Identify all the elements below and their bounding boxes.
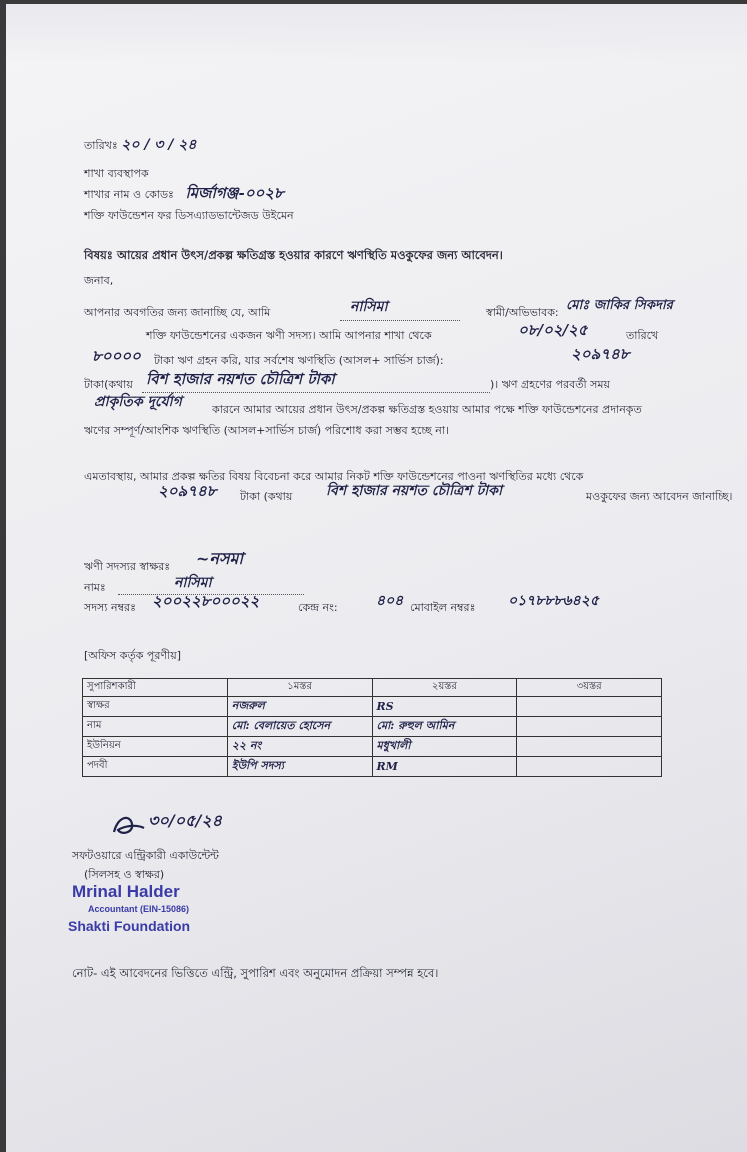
- center-label: কেন্দ্র নং:: [298, 601, 338, 614]
- p1-after-words: )। ঋণ গ্রহণের পরবর্তী সময়: [490, 378, 610, 391]
- words-dotted-line: [142, 392, 490, 393]
- p1-loan-text: টাকা ঋণ গ্রহন করি, যার সর্বশেষ ঋণস্থিতি (আসল+ সার্ভিস চার্জ):: [154, 354, 444, 367]
- accountant-sign-date: ৩০/০৫/২৪: [148, 811, 223, 830]
- waive-words-handwritten: বিশ হাজার নয়শত চৌত্রিশ টাকা: [326, 483, 503, 499]
- cell-name: মো: বেলায়েত হোসেন: [227, 717, 372, 737]
- p1-date-suffix: তারিখে: [626, 329, 659, 342]
- loan-amount-handwritten: ৮০০০০: [92, 347, 141, 365]
- mobile-value: ০১৭৮৮৮৬৪২৫: [508, 593, 599, 609]
- table-header: ১মস্তর: [227, 679, 372, 697]
- p2-waiver-end: মওকুফের জন্য আবেদন জানাচ্ছি।: [586, 490, 733, 503]
- row-label: ইউনিয়ন: [83, 737, 228, 757]
- balance-words-handwritten: বিশ হাজার নয়শত চৌত্রিশ টাকা: [146, 370, 335, 388]
- stamp-org: Shakti Foundation: [68, 918, 191, 934]
- cell-empty: [517, 757, 662, 777]
- loan-date-handwritten: ০৮/০২/২৫: [518, 321, 588, 339]
- branch-value: মির্জাগঞ্জ-০০২৮: [185, 184, 284, 202]
- table-header: ৩য়স্তর: [517, 679, 662, 697]
- table-header-row: [83, 679, 662, 697]
- subject-line: বিষয়ঃ আয়ের প্রধান উৎস/প্রকল্প ক্ষতিগ্রস্ত হওয়ার কারণে ঋণস্থিতি মওকুফের জন্য আবেদন।: [84, 248, 503, 262]
- table-row: [83, 717, 662, 737]
- table-row: [83, 697, 662, 717]
- guardian-handwritten: মোঃ জাকির সিকদার: [566, 298, 673, 313]
- seal-line: (সিলসহ ও স্বাক্ষর): [84, 868, 165, 881]
- p1-reason-text: কারনে আমার আয়ের প্রধান উৎস/প্রকল্প ক্ষতিগ্রস্ত হওয়ায় আমার পক্ষে শক্তি ফাউন্ডেশনের প্রদানকৃত ঋণের সম্পূর্ণ/আংশিক ঋণস্থিতি (আসল+সার্ভিস চার্জ) পরিশোধ করা সম্ভব হচ্ছে না।: [84, 403, 642, 437]
- manager-line: শাখা ব্যবস্থাপক: [84, 167, 149, 180]
- member-no-label: সদস্য নম্বরঃ: [84, 601, 136, 614]
- date-value: ২০ / ৩ / ২৪: [121, 137, 197, 153]
- table-row: [83, 737, 662, 757]
- stamp-name: Mrinal Halder: [72, 882, 180, 901]
- branch-line: [84, 186, 284, 202]
- cell-empty: [517, 697, 662, 717]
- cell-empty: [517, 737, 662, 757]
- member-name-label: নামঃ: [84, 581, 106, 594]
- name-dotted-line: [340, 320, 460, 321]
- p2-words-label: টাকা (কথায়: [240, 490, 293, 503]
- salutation: জনাব,: [84, 274, 114, 287]
- p1-member-text: শক্তি ফাউন্ডেশনের একজন ঋণী সদস্য। আমি আপনার শাখা থেকে: [146, 329, 432, 342]
- member-signature: ~নসমা: [196, 549, 244, 568]
- mobile-label: মোবাইল নম্বরঃ: [410, 601, 476, 614]
- date-label: তারিখঃ: [84, 139, 118, 152]
- reason-handwritten: প্রাকৃতিক দূর্যোগ: [94, 394, 182, 410]
- guardian-label: স্বামী/অভিভাবক:: [486, 306, 559, 319]
- accountant-signature-mark: [110, 810, 148, 840]
- table-header: ২য়স্তর: [372, 679, 517, 697]
- branch-label: শাখার নাম ও কোডঃ: [84, 188, 174, 201]
- table-row: [83, 757, 662, 777]
- member-no-value: ২০০২২৮০০০২২: [152, 592, 260, 610]
- recommendation-table: [82, 678, 662, 777]
- footer-note: নোট- এই আবেদনের ভিত্তিতে এন্ট্রি, সুপারিশ এবং অনুমোদন প্রক্রিয়া সম্পন্ন হবে।: [72, 966, 439, 980]
- p1-words-label: টাকা(কথায়: [84, 378, 133, 391]
- office-note: [অফিস কর্তৃক পূরণীয়]: [84, 649, 181, 662]
- member-name-value: নাসিমা: [174, 575, 212, 591]
- member-name-handwritten: নাসিমা: [350, 299, 388, 315]
- stamp-role: Accountant (EIN-15086): [88, 904, 190, 914]
- paper-fold-shadow: [6, 4, 747, 64]
- p1-intro: আপনার অবগতির জন্য জানাচ্ছি যে, আমি: [84, 306, 271, 319]
- cell-empty: [517, 717, 662, 737]
- p2-intro: এমতাবস্থায়, আমার প্রকল্প ক্ষতির বিষয় বিবেচনা করে আমার নিকট শক্তি ফাউন্ডেশনের পাওনা ঋণস্থিতির মধ্যে থেকে: [84, 470, 584, 483]
- cell-signature: RS: [372, 697, 517, 717]
- row-label: নাম: [83, 717, 228, 737]
- cell-union: ২২ নং: [227, 737, 372, 757]
- date-line: [84, 138, 196, 153]
- cell-designation: RM: [372, 757, 517, 777]
- cell-name: মো: রুহুল আমিন: [372, 717, 517, 737]
- table-header: সুপারিশকারী: [83, 679, 228, 697]
- waive-amount-handwritten: ২০৯৭৪৮: [158, 482, 217, 500]
- document-page: [6, 4, 747, 1152]
- cell-signature: নজরুল: [227, 697, 372, 717]
- balance-handwritten: ২০৯৭৪৮: [571, 345, 630, 363]
- accountant-role: সফটওয়ারে এন্ট্রিকারী একাউন্টেন্ট: [72, 849, 219, 862]
- center-value: ৪০৪: [376, 593, 404, 609]
- row-label: স্বাক্ষর: [83, 697, 228, 717]
- row-label: পদবী: [83, 757, 228, 777]
- org-line: শক্তি ফাউন্ডেশন ফর ডিসএ্যাডভান্টেজড উইমেন: [84, 209, 294, 222]
- member-sign-label: ঋণী সদস্যর স্বাক্ষরঃ: [84, 560, 171, 573]
- cell-union: মধুখালী: [372, 737, 517, 757]
- cell-designation: ইউপি সদস্য: [227, 757, 372, 777]
